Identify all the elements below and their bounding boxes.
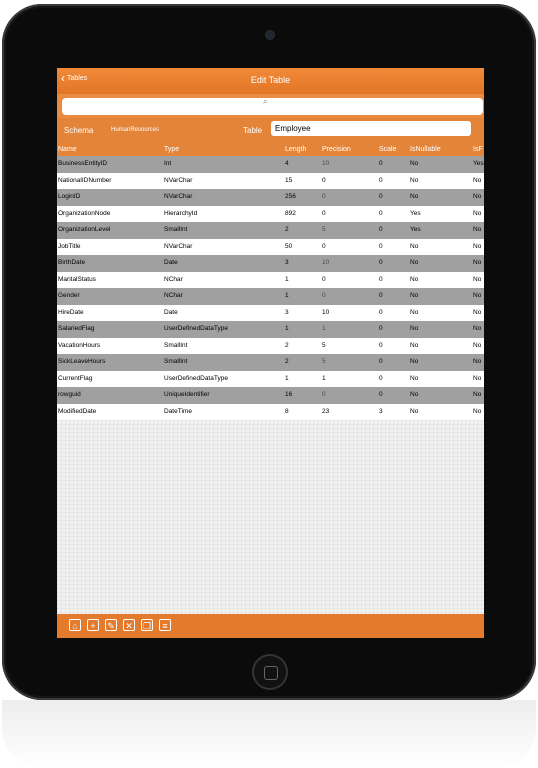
add-icon[interactable]: + [87, 619, 99, 631]
column-header[interactable]: IsF [473, 146, 483, 153]
table-cell: NChar [164, 292, 183, 299]
table-cell: 0 [322, 391, 326, 398]
table-cell: UserDefinedDataType [164, 325, 228, 332]
table-cell: No [473, 308, 482, 316]
table-cell: CurrentFlag [58, 374, 93, 382]
table-cell: 15 [285, 176, 293, 184]
copy-icon[interactable]: ❐ [142, 621, 152, 631]
table-cell: No [473, 176, 482, 184]
table-cell: 0 [379, 341, 383, 349]
table-cell: No [473, 275, 482, 283]
table-row[interactable] [57, 222, 484, 239]
table-cell: 892 [285, 209, 296, 217]
table-cell: 0 [379, 374, 383, 382]
table-cell: 1 [285, 292, 289, 299]
table-cell: 256 [285, 193, 296, 200]
table-cell: No [410, 407, 419, 415]
table-cell: 5 [322, 358, 326, 365]
table-cell: 50 [285, 242, 293, 250]
table-row[interactable] [57, 387, 484, 404]
table-cell: NVarChar [164, 242, 193, 250]
table-cell: No [473, 193, 482, 200]
table-cell: 0 [379, 292, 383, 299]
column-header[interactable]: Type [164, 146, 180, 153]
table-cell: 2 [285, 226, 289, 233]
table-cell: rowguid [58, 391, 81, 398]
database-icon[interactable]: ≡ [159, 619, 171, 631]
bottom-toolbar [57, 614, 484, 638]
table-cell: No [410, 341, 419, 349]
table-row[interactable] [57, 404, 484, 421]
schema-value[interactable]: HumanResources [111, 127, 160, 133]
table-cell: BusinessEntityID [58, 160, 108, 167]
table-cell: 0 [322, 176, 326, 184]
table-cell: No [473, 209, 482, 217]
table-cell: Yes [410, 226, 421, 233]
column-header[interactable]: Name [58, 146, 77, 153]
table-cell: 1 [322, 325, 326, 332]
column-header[interactable]: Scale [379, 146, 397, 153]
tablet-frame [2, 4, 536, 700]
table-cell: LoginID [58, 193, 81, 200]
table-row[interactable] [57, 156, 484, 173]
table-cell: 0 [379, 308, 383, 316]
table-cell: No [473, 292, 482, 299]
back-button-label: Tables [67, 74, 88, 82]
table-cell: 23 [322, 407, 330, 415]
table-cell: 16 [285, 391, 293, 398]
camera [266, 31, 274, 39]
table-row[interactable] [57, 305, 484, 322]
table-cell: 0 [379, 242, 383, 250]
table-cell: UniqueIdentifier [164, 391, 210, 398]
table-cell: 0 [379, 358, 383, 365]
table-cell: No [410, 275, 419, 283]
table-cell: 0 [379, 325, 383, 332]
page-title: Edit Table [250, 75, 291, 85]
table-cell: 1 [285, 325, 289, 332]
navigation-bar [57, 68, 484, 94]
table-cell: SalariedFlag [58, 325, 95, 332]
table-cell: VacationHours [58, 341, 101, 349]
table-cell: 1 [285, 374, 289, 382]
table-cell: 10 [322, 308, 330, 316]
table-cell: No [473, 407, 482, 415]
table-cell: No [473, 226, 482, 233]
table-cell: No [473, 242, 482, 250]
table-cell: No [410, 391, 419, 398]
table-cell: No [473, 325, 482, 332]
table-cell: 0 [322, 209, 326, 217]
table-cell: 0 [379, 160, 383, 167]
table-row[interactable] [57, 189, 484, 206]
table-cell: No [410, 325, 419, 332]
table-row[interactable] [57, 288, 484, 305]
table-cell: OrganizationNode [58, 209, 111, 217]
table-cell: 2 [285, 358, 289, 365]
table-cell: Yes [410, 209, 421, 217]
schema-label: Schema [64, 126, 94, 135]
table-row[interactable] [57, 255, 484, 272]
table-row[interactable] [57, 173, 484, 190]
tablet-reflection [2, 700, 536, 768]
table-cell: No [410, 374, 419, 382]
table-cell: SickLeaveHours [58, 358, 106, 365]
table-name-input[interactable]: Employee [271, 121, 471, 136]
table-cell: 3 [285, 308, 289, 316]
table-cell: 3 [379, 407, 383, 415]
table-cell: NVarChar [164, 193, 193, 200]
table-cell: UserDefinedDataType [164, 374, 228, 382]
table-cell: DateTime [164, 407, 192, 415]
table-cell: 0 [322, 242, 326, 250]
schema-bar [57, 118, 484, 144]
table-cell: 10 [322, 259, 330, 266]
column-header[interactable]: Precision [322, 146, 351, 153]
table-row[interactable] [57, 321, 484, 338]
table-cell: No [410, 358, 419, 365]
table-cell: 2 [285, 341, 289, 349]
table-cell: No [410, 259, 419, 266]
table-cell: 0 [379, 226, 383, 233]
table-cell: 0 [322, 193, 326, 200]
home-hardware-button[interactable] [252, 654, 288, 690]
table-cell: NationalIDNumber [58, 176, 112, 184]
table-cell: 1 [322, 374, 326, 382]
table-cell: 3 [285, 259, 289, 266]
table-cell: Gender [58, 292, 80, 299]
table-cell: No [410, 292, 419, 299]
column-header[interactable]: Length [285, 146, 307, 153]
chevron-left-icon: ‹ [61, 71, 65, 85]
column-header[interactable]: IsNullable [410, 146, 441, 153]
table-cell: SmallInt [164, 358, 188, 365]
table-cell: 4 [285, 160, 289, 167]
table-cell: No [473, 374, 482, 382]
edit-icon[interactable]: ✎ [105, 619, 117, 631]
table-cell: 5 [322, 226, 326, 233]
table-cell: HireDate [58, 308, 84, 316]
table-cell: No [410, 242, 419, 250]
table-cell: NVarChar [164, 176, 193, 184]
table-cell: BirthDate [58, 259, 86, 266]
table-cell: NChar [164, 275, 183, 283]
table-cell: 0 [379, 193, 383, 200]
table-cell: 1 [285, 275, 289, 283]
table-cell: 0 [379, 209, 383, 217]
table-cell: No [410, 308, 419, 316]
table-cell: 0 [379, 391, 383, 398]
app-screen [57, 68, 484, 638]
table-cell: MaritalStatus [58, 275, 96, 283]
table-cell: No [410, 176, 419, 184]
table-cell: 0 [322, 292, 326, 299]
table-cell: Int [164, 160, 172, 167]
table-row[interactable] [57, 371, 484, 388]
search-bar [57, 94, 484, 118]
table-cell: 10 [322, 160, 330, 167]
delete-icon[interactable]: ✕ [123, 619, 135, 631]
grid-header [57, 144, 484, 156]
table-cell: 5 [322, 341, 326, 349]
table-row[interactable] [57, 338, 484, 355]
table-cell: 0 [379, 275, 383, 283]
table-cell: No [473, 391, 482, 398]
table-label: Table [243, 126, 263, 135]
table-row[interactable] [57, 239, 484, 256]
search-icon: ⌕ [263, 97, 268, 106]
home-icon[interactable]: ⌂ [69, 619, 81, 631]
table-cell: No [473, 341, 482, 349]
search-input[interactable] [62, 98, 483, 115]
columns-grid [57, 144, 484, 420]
table-cell: OrganizationLevel [58, 226, 111, 233]
table-cell: Date [164, 259, 178, 266]
table-cell: No [410, 160, 419, 167]
table-cell: No [473, 358, 482, 365]
table-cell: SmallInt [164, 226, 188, 233]
table-cell: 0 [379, 259, 383, 266]
table-cell: Date [164, 308, 178, 316]
table-cell: Yes [473, 160, 484, 167]
table-row[interactable] [57, 206, 484, 223]
table-cell: JobTitle [58, 242, 81, 250]
table-cell: ModifiedDate [58, 407, 97, 415]
table-cell: 0 [322, 275, 326, 283]
table-cell: HierarchyId [164, 209, 198, 217]
table-row[interactable] [57, 354, 484, 371]
table-cell: SmallInt [164, 341, 188, 349]
table-cell: 0 [379, 176, 383, 184]
table-cell: No [473, 259, 482, 266]
table-row[interactable] [57, 272, 484, 289]
table-cell: 8 [285, 407, 289, 415]
table-cell: No [410, 193, 419, 200]
